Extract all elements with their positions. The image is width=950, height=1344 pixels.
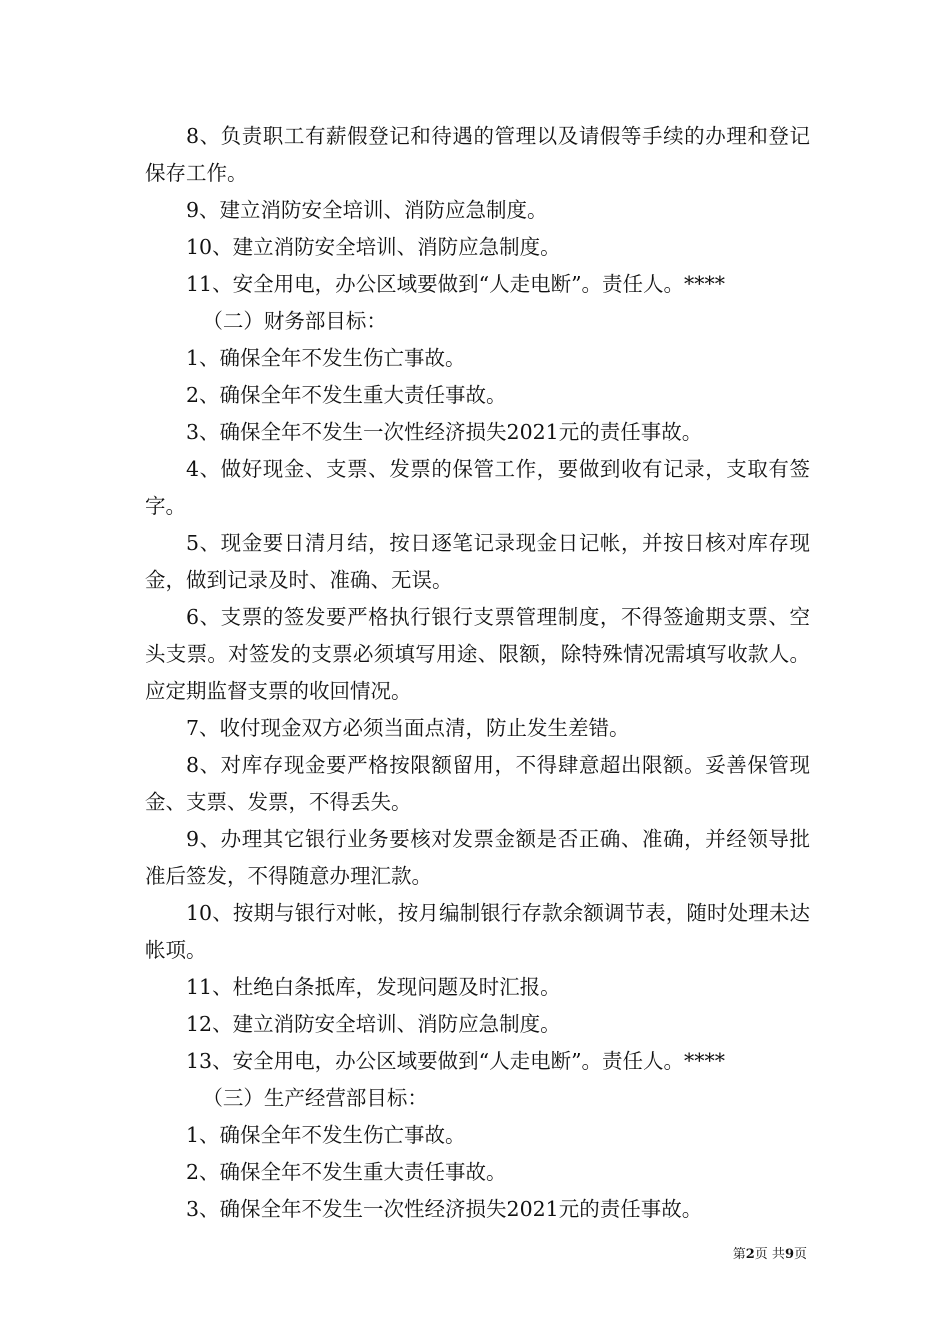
- document-body: [145, 118, 810, 1228]
- footer-middle: 页 共: [754, 1247, 785, 1262]
- paragraph-item-8-leave: 8、负责职工有薪假登记和待遇的管理以及请假等手续的办理和登记保存工作。: [145, 124, 810, 185]
- paragraph-item-9-fire-safety: 9、建立消防安全培训、消防应急制度。: [186, 198, 548, 222]
- finance-item-7: 7、收付现金双方必须当面点清，防止发生差错。: [186, 716, 630, 740]
- production-item-3: 3、确保全年不发生一次性经济损失2021元的责任事故。: [186, 1197, 703, 1221]
- finance-item-1: 1、确保全年不发生伤亡事故。: [186, 346, 466, 370]
- finance-item-13: 13、安全用电，办公区域要做到“人走电断”。责任人。****: [186, 1049, 726, 1073]
- finance-item-3: 3、确保全年不发生一次性经济损失2021元的责任事故。: [186, 420, 703, 444]
- finance-item-5: 5、现金要日清月结，按日逐笔记录现金日记帐，并按日核对库存现金，做到记录及时、准确、无误。: [145, 531, 810, 592]
- finance-item-6: 6、支票的签发要严格执行银行支票管理制度，不得签逾期支票、空头支票。对签发的支票必须填写用途、限额，除特殊情况需填写收款人。应定期监督支票的收回情况。: [145, 605, 810, 703]
- finance-item-10: 10、按期与银行对帐，按月编制银行存款余额调节表，随时处理未达帐项。: [145, 901, 810, 962]
- section-heading-production: （三）生产经营部目标：: [202, 1086, 428, 1110]
- footer-prefix: 第: [732, 1247, 746, 1262]
- finance-item-2: 2、确保全年不发生重大责任事故。: [186, 383, 507, 407]
- section-heading-finance: （二）财务部目标：: [202, 309, 387, 333]
- finance-item-8: 8、对库存现金要严格按限额留用，不得肆意超出限额。妥善保管现金、支票、发票，不得丢失。: [145, 753, 810, 814]
- current-page-number: 2: [745, 1247, 755, 1262]
- finance-item-4: 4、做好现金、支票、发票的保管工作，要做到收有记录，支取有签字。: [145, 457, 810, 518]
- paragraph-item-11-electricity: 11、安全用电，办公区域要做到“人走电断”。责任人。****: [186, 272, 726, 296]
- finance-item-12: 12、建立消防安全培训、消防应急制度。: [186, 1012, 561, 1036]
- footer-suffix: 页: [793, 1247, 807, 1262]
- finance-item-11: 11、杜绝白条抵库，发现问题及时汇报。: [186, 975, 561, 999]
- page-number-footer: [733, 1246, 807, 1264]
- production-item-2: 2、确保全年不发生重大责任事故。: [186, 1160, 507, 1184]
- paragraph-item-10-fire-safety: 10、建立消防安全培训、消防应急制度。: [186, 235, 561, 259]
- finance-item-9: 9、办理其它银行业务要核对发票金额是否正确、准确，并经领导批准后签发，不得随意办理汇款。: [145, 827, 810, 888]
- total-page-count: 9: [784, 1247, 794, 1262]
- production-item-1: 1、确保全年不发生伤亡事故。: [186, 1123, 466, 1147]
